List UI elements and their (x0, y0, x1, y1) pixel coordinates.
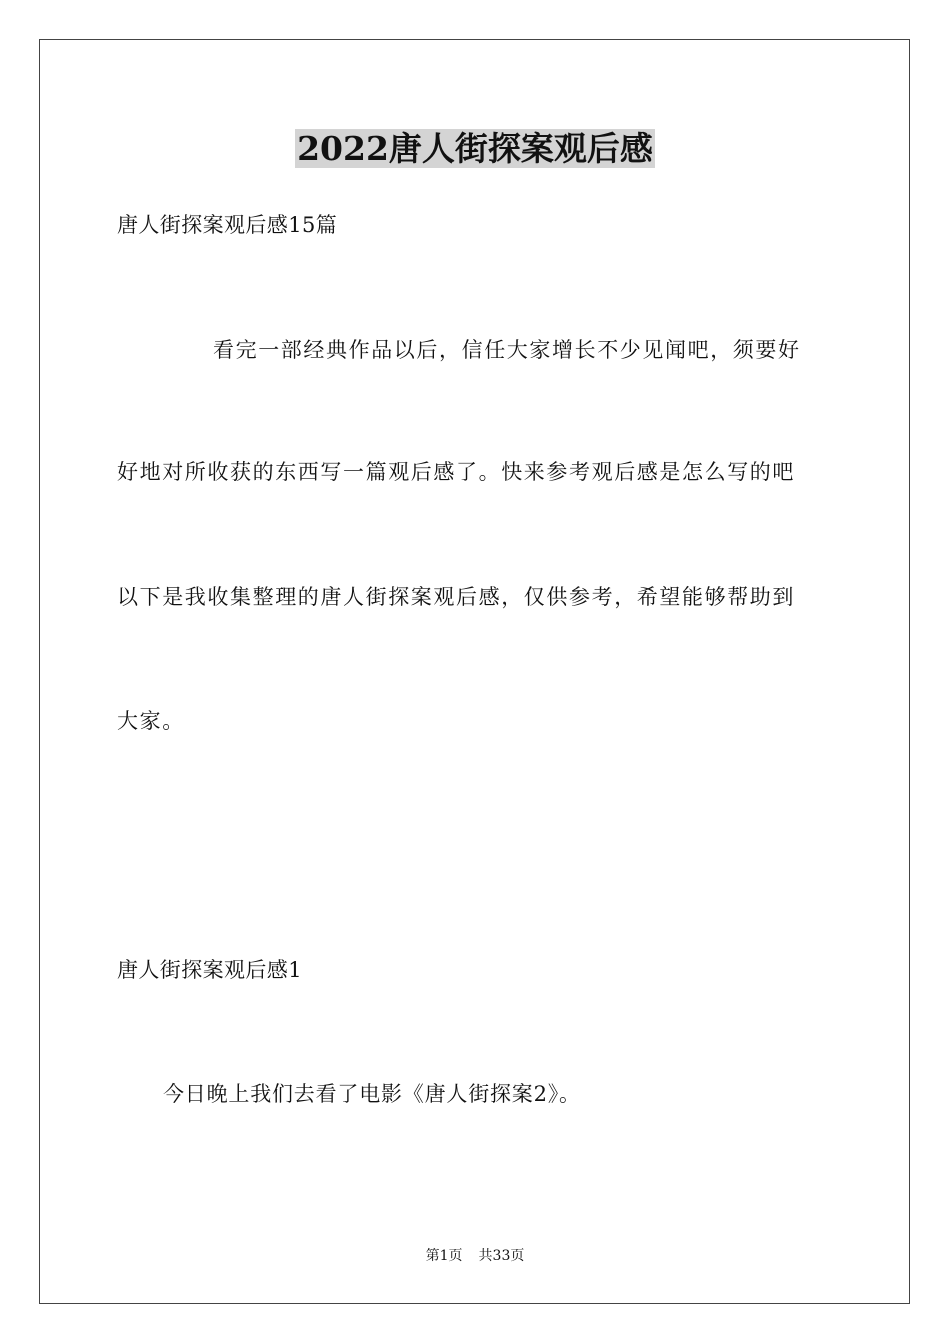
page-number-total: 共33页 (478, 1248, 525, 1264)
intro-line-4: 大家。 (117, 709, 185, 733)
page-number-current: 第1页 (425, 1248, 463, 1264)
document-title (0, 127, 950, 171)
document-subtitle: 唐人街探案观后感15篇 (117, 213, 338, 237)
page-footer (0, 1247, 950, 1265)
section-line-1: 今日晚上我们去看了电影《唐人街探案2》。 (163, 1082, 581, 1106)
intro-line-3: 以下是我收集整理的唐人街探案观后感，仅供参考，希望能够帮助到 (117, 585, 795, 609)
intro-line-2: 好地对所收获的东西写一篇观后感了。快来参考观后感是怎么写的吧 (117, 460, 795, 484)
intro-line-1: 看完一部经典作品以后，信任大家增长不少见闻吧，须要好 (213, 338, 801, 362)
document-title-text: 2022唐人街探案观后感 (297, 129, 653, 168)
section-heading: 唐人街探案观后感1 (117, 958, 302, 982)
